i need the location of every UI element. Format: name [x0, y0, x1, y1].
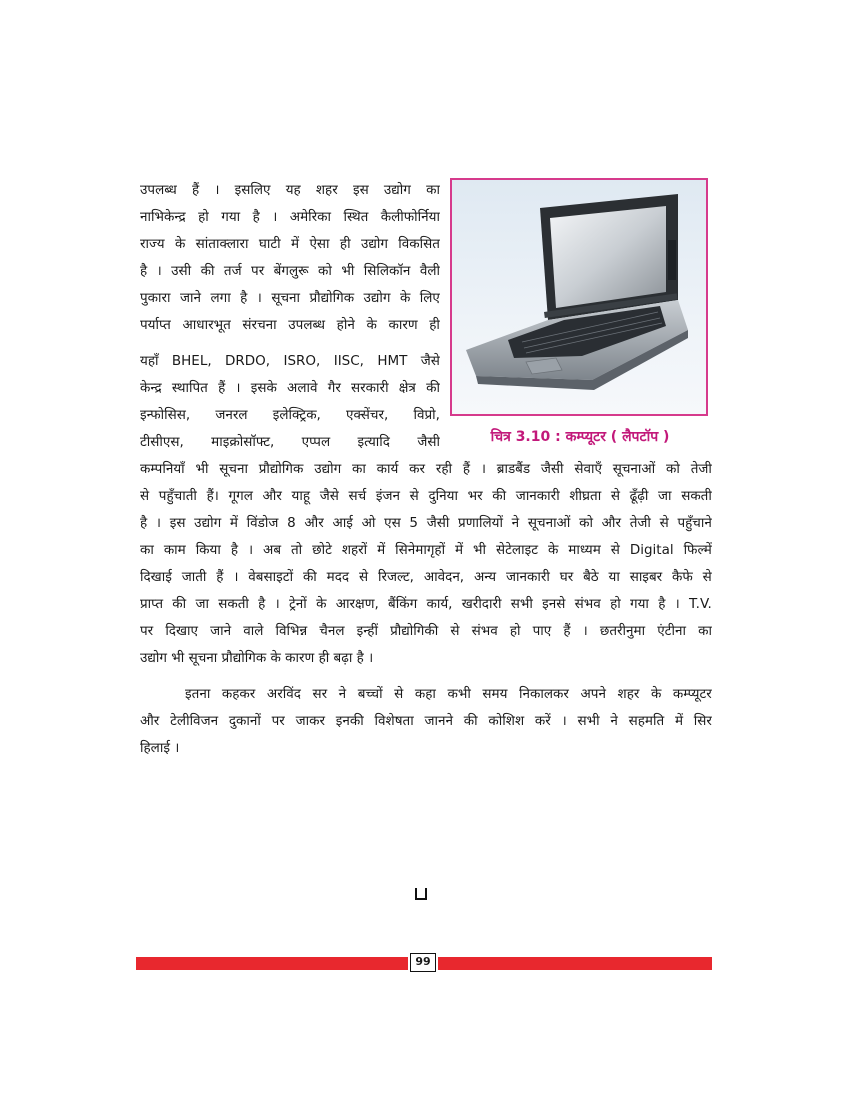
word: हैं	[563, 623, 571, 639]
word: पहुँचाने	[677, 515, 712, 531]
word: ।	[480, 461, 486, 477]
word: ऐसा	[309, 236, 330, 252]
text-line-21: हिलाई ।	[140, 740, 180, 756]
word: काम	[163, 542, 186, 558]
word: कम्पनियाँ	[140, 461, 185, 477]
word: जाने	[180, 290, 202, 306]
word: ।	[155, 515, 161, 531]
word: छोटे	[312, 542, 332, 558]
word: इलेक्ट्रिक,	[272, 407, 321, 423]
word: अरविंद	[266, 686, 301, 702]
word: कहकर	[221, 686, 256, 702]
word: ।	[272, 209, 278, 225]
word: का	[140, 542, 154, 558]
word: उपलब्ध	[288, 317, 326, 333]
word: में	[377, 542, 386, 558]
word: के	[316, 596, 327, 612]
word: को	[579, 515, 593, 531]
word: सर्च	[348, 488, 367, 504]
word: ढूँढ़ी	[629, 488, 649, 504]
word: इनकी	[335, 713, 364, 729]
text-line-7	[140, 351, 440, 371]
word: यह	[285, 182, 301, 198]
word: फिल्में	[683, 542, 712, 558]
word: ओ	[361, 515, 376, 531]
word: कैफे	[672, 569, 693, 585]
word: सकती	[218, 596, 249, 612]
word: बैठे	[583, 569, 599, 585]
word: को	[318, 263, 332, 279]
word: के	[547, 542, 559, 558]
word: है	[252, 209, 260, 225]
word: टीसीएस,	[140, 434, 184, 450]
word: जा	[195, 596, 209, 612]
word: गया	[630, 596, 649, 612]
word: खरीदारी	[461, 596, 502, 612]
word: भी	[341, 263, 355, 279]
word: आरक्षण,	[335, 596, 379, 612]
text-line-13	[140, 513, 712, 533]
word: संभव	[471, 623, 498, 639]
text-line-17	[140, 621, 712, 641]
word: छतरीनुमा	[599, 623, 646, 639]
word: जैसे	[420, 353, 440, 369]
word: बच्चों	[357, 686, 383, 702]
word: वैली	[419, 263, 440, 279]
word: याहू	[291, 488, 311, 504]
word: से	[610, 542, 620, 558]
word: उद्योग	[194, 515, 222, 531]
word: है	[258, 596, 266, 612]
word: तेजी	[629, 515, 651, 531]
word: कभी	[447, 686, 471, 702]
word: माध्यम	[568, 542, 601, 558]
word: ।	[561, 713, 567, 729]
word: इन्फोसिस,	[140, 407, 191, 423]
word: है	[240, 290, 248, 306]
word: शीघ्रता	[569, 488, 602, 504]
page-number: 99	[410, 953, 436, 972]
word: Digital	[629, 542, 674, 558]
word: भी	[473, 542, 487, 558]
word: पर	[251, 263, 265, 279]
text-line-11	[140, 459, 712, 479]
word: में	[674, 713, 684, 729]
word: इस	[169, 515, 186, 531]
section-end-mark	[415, 888, 427, 900]
word: ने	[610, 713, 618, 729]
word: जाती	[181, 569, 207, 585]
word: ।	[247, 542, 254, 558]
text-line-8	[140, 378, 440, 398]
word: साइबर	[629, 569, 663, 585]
word: एप्पल	[301, 434, 331, 450]
footer-bar-left	[136, 957, 408, 970]
word: से	[140, 488, 150, 504]
word: वेबसाइटों	[248, 569, 294, 585]
word: करें	[534, 713, 551, 729]
word: उद्योग	[360, 236, 388, 252]
word: उद्योग	[383, 182, 411, 198]
word: ट्रेनों	[289, 596, 307, 612]
word: हैं	[216, 569, 224, 585]
word: विप्रो,	[413, 407, 440, 423]
word: ने	[511, 515, 520, 531]
word: 8	[287, 515, 296, 531]
word: पाए	[532, 623, 552, 639]
word: HMT	[377, 353, 408, 369]
word: इन्हीं	[356, 623, 378, 639]
word: ही	[339, 236, 351, 252]
word: या	[608, 569, 620, 585]
word: लगा	[210, 290, 231, 306]
word: यहाँ	[140, 353, 159, 369]
word: सरकारी	[351, 380, 389, 396]
word: के	[399, 290, 411, 306]
text-line-9	[140, 405, 440, 425]
word: इनसे	[542, 596, 566, 612]
word: घर	[559, 569, 574, 585]
word: ।	[233, 569, 239, 585]
word: सूचना	[271, 290, 300, 306]
text-line-16	[140, 594, 712, 614]
word: सभी	[577, 713, 600, 729]
text-line-4	[140, 261, 440, 281]
word: गया	[221, 209, 241, 225]
word: हो	[198, 209, 209, 225]
word: रही	[435, 461, 453, 477]
word: IISC,	[333, 353, 364, 369]
word: शहरों	[341, 542, 368, 558]
word: कहा	[414, 686, 436, 702]
word: 5	[409, 515, 418, 531]
laptop-illustration-icon	[452, 180, 706, 414]
word: से	[358, 569, 369, 585]
word: की	[426, 380, 440, 396]
word: अपने	[580, 686, 606, 702]
word: संरचना	[242, 317, 277, 333]
word: के	[366, 317, 377, 333]
word: जाकर	[295, 713, 326, 729]
word: तर्ज	[223, 263, 242, 279]
word: टेलीविजन	[170, 713, 219, 729]
word: पर	[140, 623, 154, 639]
word: सेवाएँ	[574, 461, 602, 477]
footer-bar-right	[438, 957, 712, 970]
word: और	[262, 488, 282, 504]
word: कर	[409, 461, 426, 477]
word: संभव	[574, 596, 601, 612]
word: दिखाए	[165, 623, 198, 639]
word: हैं	[191, 182, 200, 198]
word: केन्द्र	[140, 380, 162, 396]
word: सिर	[693, 713, 712, 729]
word: शहर	[617, 686, 640, 702]
text-line-15	[140, 567, 712, 587]
word: इत्यादि	[357, 434, 390, 450]
word: गूगल	[228, 488, 253, 504]
word: तो	[290, 542, 303, 558]
word: इंजन	[375, 488, 400, 504]
word: जाने	[210, 623, 232, 639]
word: पुकारा	[140, 290, 171, 306]
word: इसलिए	[234, 182, 271, 198]
word: आवेदन,	[423, 569, 465, 585]
word: और	[140, 713, 160, 729]
word: पहुँचाती	[158, 488, 197, 504]
word: ।	[674, 596, 680, 612]
word: बैंकिंग	[388, 596, 418, 612]
word: का	[352, 461, 366, 477]
word: हो	[610, 596, 621, 612]
word: है	[140, 263, 148, 279]
word: भर	[467, 488, 483, 504]
word: होने	[336, 317, 355, 333]
word: की	[172, 596, 187, 612]
word: नाभिकेन्द्र	[140, 209, 186, 225]
word: जैसी	[540, 461, 564, 477]
word: की	[492, 488, 507, 504]
word: भी	[195, 461, 209, 477]
word: से	[610, 488, 620, 504]
word: प्रौद्योगिकी	[390, 623, 439, 639]
word: में	[229, 515, 238, 531]
word: है	[658, 596, 666, 612]
word: समय	[482, 686, 508, 702]
word: ब्राडबैंड	[496, 461, 531, 477]
word: से	[409, 488, 419, 504]
word: ।	[582, 623, 588, 639]
word: क्षेत्र	[398, 380, 416, 396]
word: एक्सेंचर,	[346, 407, 389, 423]
word: उसी	[171, 263, 192, 279]
word: किया	[195, 542, 221, 558]
word: कारण	[388, 317, 418, 333]
word: और	[601, 515, 621, 531]
word: और	[304, 515, 324, 531]
word: से	[450, 623, 460, 639]
word: उपलब्ध	[140, 182, 177, 198]
word: अन्य	[473, 569, 497, 585]
word: बेंगलुरू	[273, 263, 309, 279]
text-line-19	[185, 684, 712, 704]
figure-caption: चित्र 3.10 : कम्प्यूटर ( लैपटॉप )	[490, 429, 670, 445]
word: सिनेमागृहों	[395, 542, 446, 558]
word: सूचना	[219, 461, 248, 477]
word: जैसे	[319, 488, 339, 504]
word: ।	[256, 290, 262, 306]
word: की	[463, 713, 478, 729]
word: जनरल	[215, 407, 248, 423]
text-line-20	[140, 711, 712, 731]
word: के	[650, 686, 662, 702]
word: कम्प्यूटर	[672, 686, 712, 702]
word: उद्योग	[314, 461, 342, 477]
word: आधारभूत	[182, 317, 231, 333]
word: इस	[352, 182, 369, 198]
word: कार्य,	[426, 596, 453, 612]
word: स्थित	[343, 209, 369, 225]
word: एस	[384, 515, 401, 531]
word: सूचनाओं	[527, 515, 571, 531]
word: विशेषता	[374, 713, 414, 729]
word: प्रौद्योगिक	[309, 290, 355, 306]
word: घाटी	[258, 236, 281, 252]
word: मदद	[326, 569, 350, 585]
word: पर्याप्त	[140, 317, 171, 333]
text-line-18: उद्योग भी सूचना प्रौद्योगिक के कारण ही बढ़ा है ।	[140, 650, 374, 666]
word: हैं	[462, 461, 471, 477]
word: माइक्रोसॉफ्ट,	[211, 434, 275, 450]
word: लिए	[419, 290, 440, 306]
word: का	[698, 623, 712, 639]
word: प्रणालियों	[458, 515, 503, 531]
word: इसके	[250, 380, 277, 396]
word: DRDO,	[225, 353, 271, 369]
word: सर	[312, 686, 328, 702]
word: विकसित	[398, 236, 440, 252]
word: अमेरिका	[289, 209, 332, 225]
word: में	[455, 542, 464, 558]
word: T.V.	[689, 596, 712, 612]
word: की	[302, 569, 317, 585]
word: सेटेलाइट	[495, 542, 538, 558]
word: को	[666, 461, 680, 477]
word: है	[230, 542, 238, 558]
word: विभिन्न	[275, 623, 308, 639]
word: सांताक्लारा	[195, 236, 249, 252]
word: का	[426, 182, 440, 198]
word: रिजल्ट,	[377, 569, 414, 585]
word: कोशिश	[488, 713, 525, 729]
word: सभी	[510, 596, 533, 612]
text-line-6	[140, 315, 440, 335]
word: जा	[658, 488, 672, 504]
word: दिखाई	[140, 569, 172, 585]
word: शहर	[315, 182, 338, 198]
text-line-2	[140, 207, 440, 227]
word: इतना	[185, 686, 211, 702]
text-line-3	[140, 234, 440, 254]
word: राज्य	[140, 236, 165, 252]
laptop-figure	[450, 178, 708, 416]
word: जानकारी	[515, 488, 560, 504]
text-line-12	[140, 486, 712, 506]
word: एंटीना	[657, 623, 686, 639]
word: हैं।	[206, 488, 219, 504]
word: ISRO,	[283, 353, 321, 369]
word: निकालकर	[519, 686, 569, 702]
word: ।	[214, 182, 220, 198]
word: ।	[274, 596, 280, 612]
word: BHEL,	[171, 353, 212, 369]
word: से	[659, 515, 669, 531]
word: है	[140, 515, 148, 531]
word: सहमति	[628, 713, 665, 729]
word: कैलीफोर्निया	[380, 209, 440, 225]
word: जैसी	[426, 515, 450, 531]
word: ने	[338, 686, 347, 702]
word: वाले	[243, 623, 264, 639]
word: प्रौद्योगिक	[258, 461, 304, 477]
word: जानने	[424, 713, 453, 729]
text-line-1	[140, 180, 440, 200]
text-line-10	[140, 432, 440, 452]
word: चैनल	[319, 623, 345, 639]
word: स्थापित	[171, 380, 208, 396]
word: प्राप्त	[140, 596, 164, 612]
word: ।	[156, 263, 162, 279]
word: में	[291, 236, 300, 252]
word: उद्योग	[363, 290, 391, 306]
word: सूचनाओं	[612, 461, 656, 477]
word: से	[702, 569, 712, 585]
word: ।	[235, 380, 241, 396]
word: अब	[263, 542, 282, 558]
word: सिलिकॉन	[363, 263, 411, 279]
word: दुनिया	[428, 488, 458, 504]
word: ही	[429, 317, 440, 333]
word: हो	[509, 623, 521, 639]
word: जानकारी	[505, 569, 550, 585]
word: जैसी	[417, 434, 440, 450]
word: विंडोज	[246, 515, 279, 531]
word: दुकानों	[228, 713, 261, 729]
word: के	[174, 236, 186, 252]
word: हैं	[218, 380, 226, 396]
word: की	[200, 263, 215, 279]
word: आई	[332, 515, 353, 531]
word: से	[394, 686, 404, 702]
word: गैर	[327, 380, 341, 396]
word: कार्य	[376, 461, 399, 477]
text-line-5	[140, 288, 440, 308]
text-line-14	[140, 540, 712, 560]
word: सकती	[681, 488, 712, 504]
word: तेजी	[690, 461, 712, 477]
word: पर	[271, 713, 285, 729]
word: अलावे	[287, 380, 318, 396]
